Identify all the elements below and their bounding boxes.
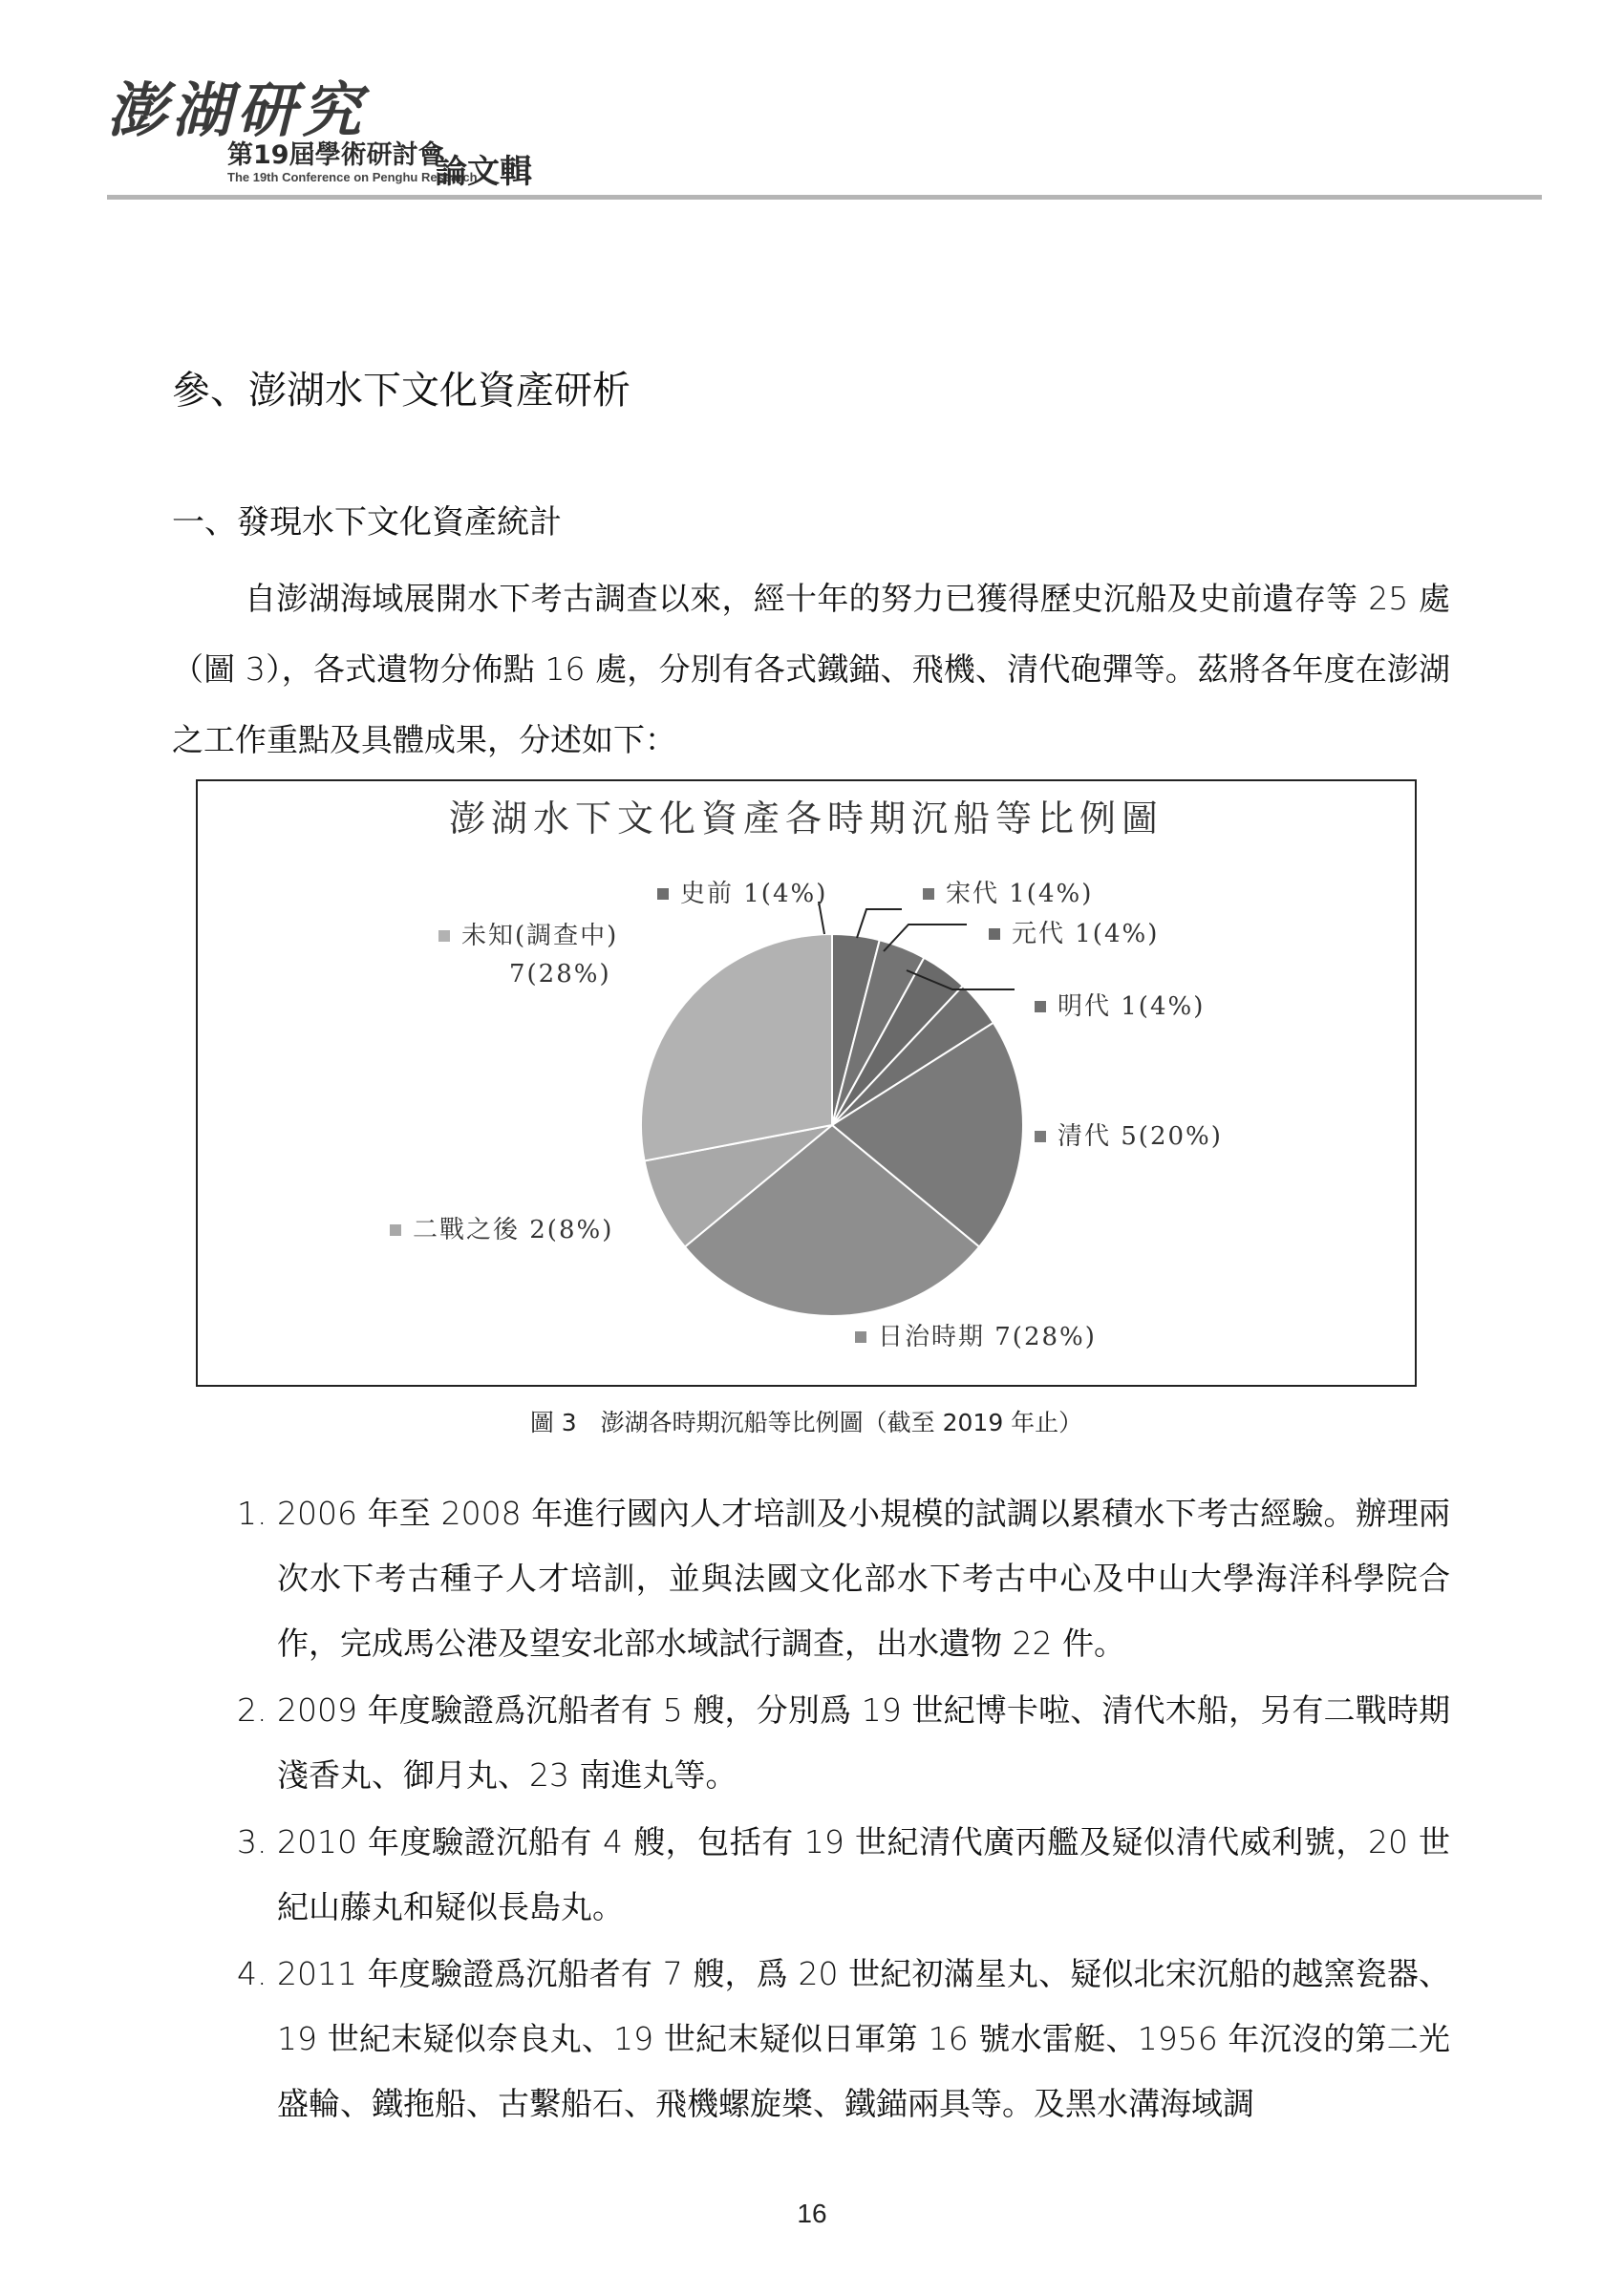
section-heading: 參、澎湖水下文化資產研析 — [172, 369, 630, 413]
list-item-number: 2. — [237, 1691, 267, 1729]
leader-line — [857, 909, 902, 938]
legend-swatch — [390, 1224, 401, 1236]
list-item — [237, 1810, 1450, 1940]
list-item — [237, 1942, 1450, 2137]
slice-label: 明代 1(4%) — [1058, 992, 1206, 1021]
list-item — [237, 1481, 1450, 1676]
logo-title: 澎湖研究 — [107, 75, 368, 145]
legend-swatch — [438, 930, 450, 942]
legend-swatch — [657, 888, 669, 900]
list-item-number: 3. — [237, 1823, 267, 1860]
slice-label: 宋代 1(4%) — [946, 880, 1094, 908]
slice-label: 二戰之後 2(8%) — [413, 1216, 614, 1244]
list-item-text: 2006 年至 2008 年進行國內人才培訓及小規模的試調以累積水下考古經驗。辦理兩次水下考古種子人才培訓，並與法國文化部水下考古中心及中山大學海洋科學院合作，完成馬公港及望安北部水域試行調查，出水遺物 22 件。 — [277, 1495, 1450, 1662]
slice-label: 未知(調查中) 7(28%) — [461, 922, 619, 989]
chart-title: 澎湖水下文化資產各時期沉船等比例圖 — [448, 797, 1165, 840]
proceedings-label: 論文輯 — [435, 153, 532, 191]
legend-swatch — [1035, 1131, 1046, 1142]
slice-label: 史前 1(4%) — [680, 880, 828, 908]
pie-chart — [198, 781, 1415, 1385]
slice-label: 清代 5(20%) — [1058, 1122, 1223, 1151]
intro-paragraph: 自澎湖海域展開水下考古調查以來，經十年的努力已獲得歷史沉船及史前遺存等 25 處（圖 3），各式遺物分佈點 16 處，分別有各式鐵錨、飛機、清代砲彈等。茲將各年度在澎湖之工作重點及具體成果，分述如下： — [172, 580, 1450, 758]
list-item-text: 2011 年度驗證爲沉船者有 7 艘，爲 20 世紀初滿星丸、疑似北宋沉船的越窯瓷器、19 世紀末疑似奈良丸、19 世紀末疑似日軍第 16 號水雷艇、1956 年沉沒的第二光盛輪、鐵拖船、古繫船石、飛機螺旋槳、鐵錨兩具等。及黑水溝海域調 — [277, 1955, 1450, 2122]
slice-label: 日治時期 7(28%) — [878, 1323, 1097, 1351]
list-item-number: 1. — [237, 1495, 267, 1532]
header-divider — [107, 195, 1542, 200]
conference-name: 第19屆學術研討會 — [227, 140, 444, 170]
subsection-heading: 一、發現水下文化資產統計 — [172, 503, 562, 542]
conference-name-en: The 19th Conference on Penghu Research — [227, 170, 478, 184]
pie-slice — [641, 934, 832, 1160]
findings-list — [237, 1481, 1450, 2138]
legend-swatch — [923, 888, 934, 900]
page-number: 16 — [797, 2199, 827, 2228]
list-item-number: 4. — [237, 1955, 267, 1992]
figure-caption: 圖 3 澎湖各時期沉船等比例圖（截至 2019 年止） — [529, 1409, 1083, 1436]
list-item-text: 2009 年度驗證爲沉船者有 5 艘，分別爲 19 世紀博卡啦、清代木船，另有二戰時期淺香丸、御月丸、23 南進丸等。 — [277, 1691, 1450, 1794]
legend-swatch — [1035, 1001, 1046, 1012]
legend-swatch — [855, 1331, 866, 1343]
slice-label: 元代 1(4%) — [1012, 920, 1160, 948]
list-item-text: 2010 年度驗證沉船有 4 艘，包括有 19 世紀清代廣丙艦及疑似清代威利號，20 世紀山藤丸和疑似長島丸。 — [277, 1823, 1450, 1925]
legend-swatch — [989, 928, 1000, 940]
chart-figure — [196, 779, 1417, 1387]
list-item — [237, 1678, 1450, 1808]
